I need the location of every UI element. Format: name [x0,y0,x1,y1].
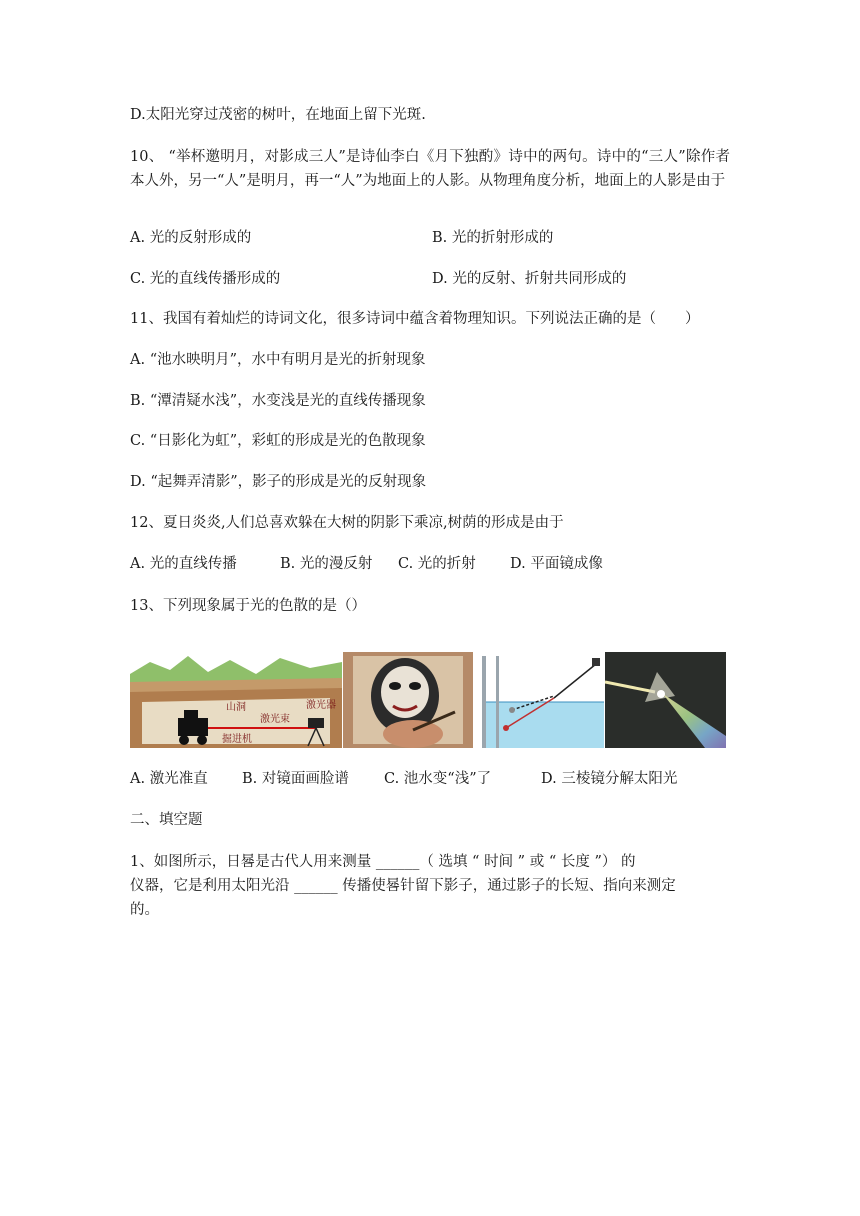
q12-option-d: D. 平面镜成像 [510,556,603,572]
label-tunneler: 掘进机 [222,734,252,745]
q9-option-d: D.太阳光穿过茂密的树叶，在地面上留下光斑. [130,107,426,123]
image-pool-refraction [474,652,604,748]
q10-option-b: B. 光的折射形成的 [432,230,554,246]
q11-option-c: C. “日影化为虹”，彩虹的形成是光的色散现象 [130,433,426,449]
q10-option-c: C. 光的直线传播形成的 [130,271,281,287]
fill-question-1-line2: 仪器，它是利用太阳光沿 ______ 传播使晷针留下影子，通过影子的长短、指向来测定 [130,878,676,894]
image-prism-dispersion [605,652,726,748]
question-13-stem: 13、下列现象属于光的色散的是（） [130,598,366,614]
q12-option-b: B. 光的漫反射 [280,556,373,572]
section-title-fill-in: 二、填空题 [130,812,203,828]
q13-option-d: D. 三棱镜分解太阳光 [541,771,678,787]
question-12-stem: 12、夏日炎炎,人们总喜欢躲在大树的阴影下乘凉,树荫的形成是由于 [130,515,564,531]
label-laser-device: 激光器 [306,700,336,711]
q11-option-d: D. “起舞弄清影”，影子的形成是光的反射现象 [130,474,427,490]
image-laser-collimation [130,652,342,748]
label-cave: 山洞 [226,702,246,713]
prism-illustration [605,652,726,748]
q13-option-a: A. 激光准直 [130,771,208,787]
fill-question-1-line3: 的。 [130,902,159,918]
question-10-stem: 10、 “举杯邀明月，对影成三人”是诗仙李白《月下独酌》诗中的两句。诗中的“三人”除作者本人外，另一“人”是明月，再一“人”为地面上的人影。从物理角度分析，地面上的人影是由于 [130,149,730,189]
q12-option-c: C. 光的折射 [398,556,476,572]
label-laser-beam: 激光束 [260,714,290,725]
mask-painting-illustration [343,652,473,748]
image-mirror-mask-painting [343,652,473,748]
refraction-illustration [474,652,604,748]
q11-option-b: B. “潭清疑水浅”，水变浅是光的直线传播现象 [130,393,426,409]
q10-option-a: A. 光的反射形成的 [130,230,252,246]
q12-option-a: A. 光的直线传播 [130,556,237,572]
q13-option-c: C. 池水变“浅”了 [384,771,492,787]
q11-option-a: A. “池水映明月”，水中有明月是光的折射现象 [130,352,426,368]
q10-option-d: D. 光的反射、折射共同形成的 [432,271,627,287]
fill-question-1-line1: 1、如图所示，日晷是古代人用来测量 ______（ 选填 “ 时间 ” 或 “ 长度 ”） 的 [130,854,636,870]
q13-option-b: B. 对镜面画脸谱 [242,771,349,787]
laser-tunnel-illustration [130,652,342,748]
question-11-stem: 11、我国有着灿烂的诗词文化，很多诗词中蕴含着物理知识。下列说法正确的是（ ） [130,311,700,327]
